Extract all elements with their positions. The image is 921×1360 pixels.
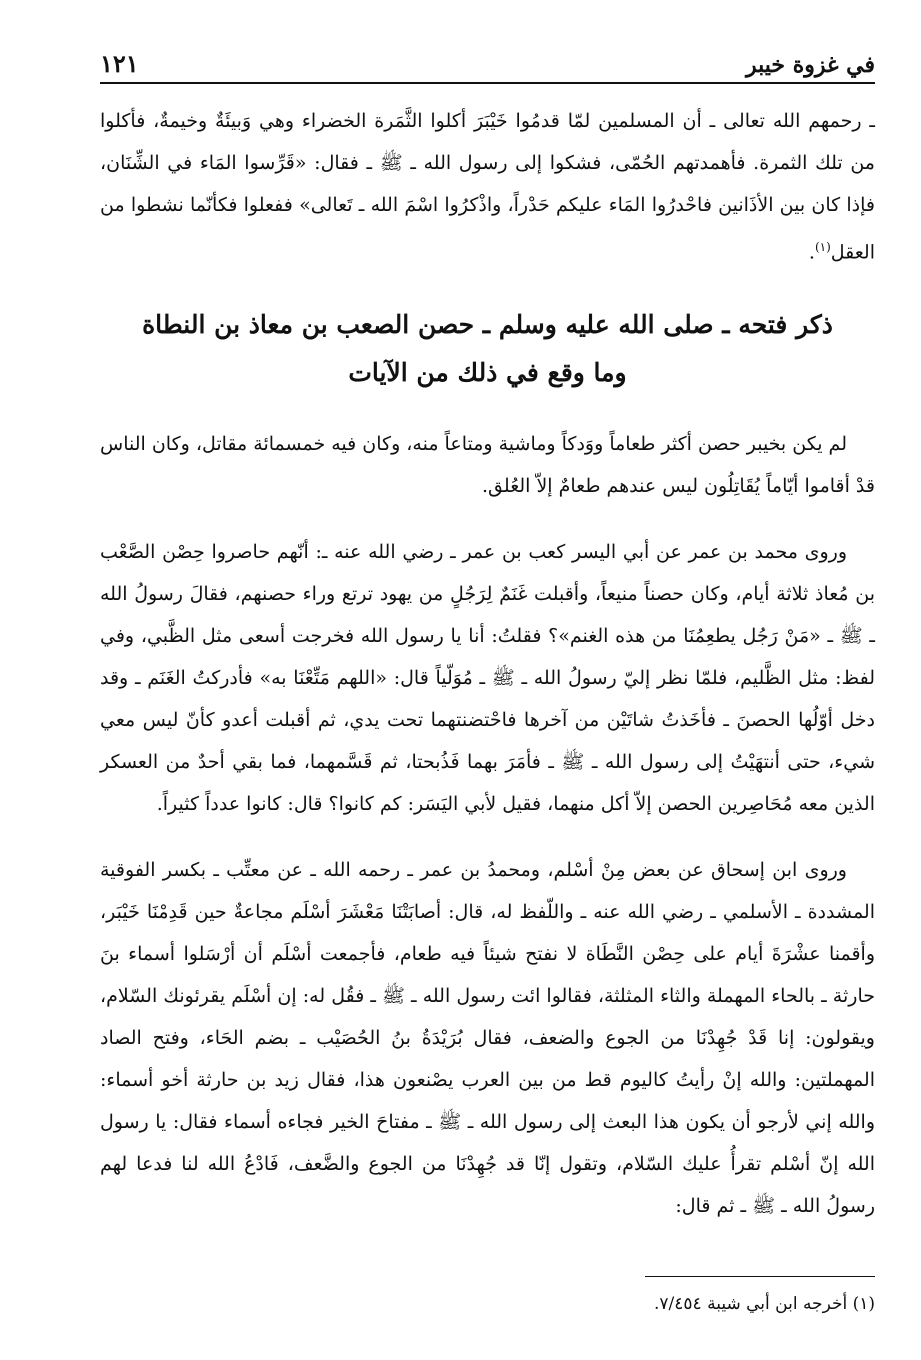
running-header — [100, 38, 875, 84]
section-heading — [100, 301, 875, 397]
section-heading-line-1: ذكر فتحه ـ صلى الله عليه وسلم ـ حصن الصعب بن معاذ بن النطاة — [142, 310, 833, 340]
footnote-separator — [645, 1276, 875, 1277]
section-heading-line-2: وما وقع في ذلك من الآيات — [348, 358, 627, 388]
footnote-reference[interactable]: (١) — [814, 240, 831, 254]
footnote: (١) أخرجه ابن أبي شيبة ٧/٤٥٤. — [654, 1294, 875, 1314]
book-page — [100, 38, 875, 1338]
paragraph-continued — [100, 100, 875, 273]
paragraph-3: وروى ابن إسحاق عن بعض مِنْ أسْلم، ومحمدُ بن عمر ـ رحمه الله ـ عن معتِّب ـ بكسر الفوقية المشددة ـ الأسلمي ـ رضي الله عنه ـ واللّفظ له، قال: أصابَتْنَا مَعْشَرَ أسْلَم مجاعةٌ حين قَدِمْنَا خَيْبَر، وأقمنا عشْرَةَ أيام على حِصْن النَّطَاة لا نفتح شيئاً فيه طعام، فأجمعت أسْلَم أن أرْسَلوا أسماء بنَ حارثة ـ بالحاء المهملة والثاء المثلثة، فقالوا ائت رسول الله ـ ﷺ ـ فقُل له: إن أسْلَم يقرئونك السّلام، ويقولون: إنا قَدْ جُهِدْنَا من الجوع والضعف، فقال بُرَيْدَةُ بنُ الحُصَيْب ـ بضم الحَاء، وفتح الصاد المهملتين: والله إنْ رأيتُ كاليوم قط من بين العرب يصْنعون هذا، فقال زيد بن حارثة أخو أسماء: والله إني لأرجو أن يكون هذا البعث إلى رسول الله ـ ﷺ ـ مفتاحَ الخير فجاءه أسماء فقال: يا رسول الله إنّ أسْلم تقرأُ عليك السّلام، وتقول إنّا قد جُهِدْنَا من الجوع والضَّعف، فَادْعُ الله لنا فدعا لهم رسولُ الله ـ ﷺ ـ ثم قال: — [100, 859, 875, 1218]
paragraph-2: وروى محمد بن عمر عن أبي اليسر كعب بن عمر ـ رضي الله عنه ـ: أنّهم حاصروا حِصْن الصَّعْب بن مُعاذ ثلاثة أيام، وكان حصناً منيعاً، وأقبلت غَنَمٌ لِرَجُلٍ من يهود ترتع وراء حصنهم، فقالَ رسولُ الله ـ ﷺ ـ «مَنْ رَجُل يطعِمُنَا من هذه الغنم»؟ فقلتُ: أنا يا رسول الله فخرجت أسعى مثل الظَّبي، وفي لفظ: مثل الظَّليم، فلمّا نظر إليّ رسولُ الله ـ ﷺ ـ مُوَلّياً قال: «اللهم مَتِّعْنَا به» فأدركتُ الغَنَم ـ وقد دخل أوّلُها الحصنَ ـ فأخَذتُ شاتَيْن من آخرها فاحْتضنتهما تحت يدي، ثم أقبلت أعدو كأنّ ليس معي شيء، حتى أنتهَيْتُ إلى رسول الله ـ ﷺ ـ فأمَرَ بهما فَذُبحتا، ثم قَسَّمهما، فما بقي أحدٌ من العسكر الذين معه مُحَاصِرين الحصن إلاّ أكل منهما، فقيل لأبي اليَسَر: كم كانوا؟ قال: كانوا عدداً كثيراً. — [100, 541, 875, 816]
page-number: ١٢١ — [100, 49, 139, 78]
paragraph-gap — [100, 825, 875, 849]
paragraph-gap — [100, 507, 875, 531]
paragraph-end-mark: . — [808, 241, 815, 264]
paragraph-text: ـ رحمهم الله تعالى ـ أن المسلمين لمّا قدمُوا خَيْبَرَ أكلوا الثَّمَرة الخضراء وهي وَبيئَةٌ وخيمةٌ، فأكلوا من تلك الثمرة. فأهمدتهم الحُمّى، فشكوا إلى رسول الله ـ ﷺ ـ فقال: «قَرِّسوا المَاء في الشِّنَان، فإذا كان بين الأذَانين فاحْدرُوا المَاء عليكم حَدْراً، واذْكرُوا اسْمَ الله ـ تَعالى» ففعلوا فكأنّما نشطوا من العقل — [100, 110, 875, 264]
running-title: في غزوة خيبر — [746, 52, 875, 78]
paragraph-1: لم يكن بخيبر حصن أكثر طعاماً ووَدكاً وماشية ومتاعاً منه، وكان فيه خمسمائة مقاتل، وكان الناس قدْ أقاموا أيّاماً يُقَاتِلُون ليس عندهم طعامٌ إلاّ العُلق. — [100, 433, 875, 498]
